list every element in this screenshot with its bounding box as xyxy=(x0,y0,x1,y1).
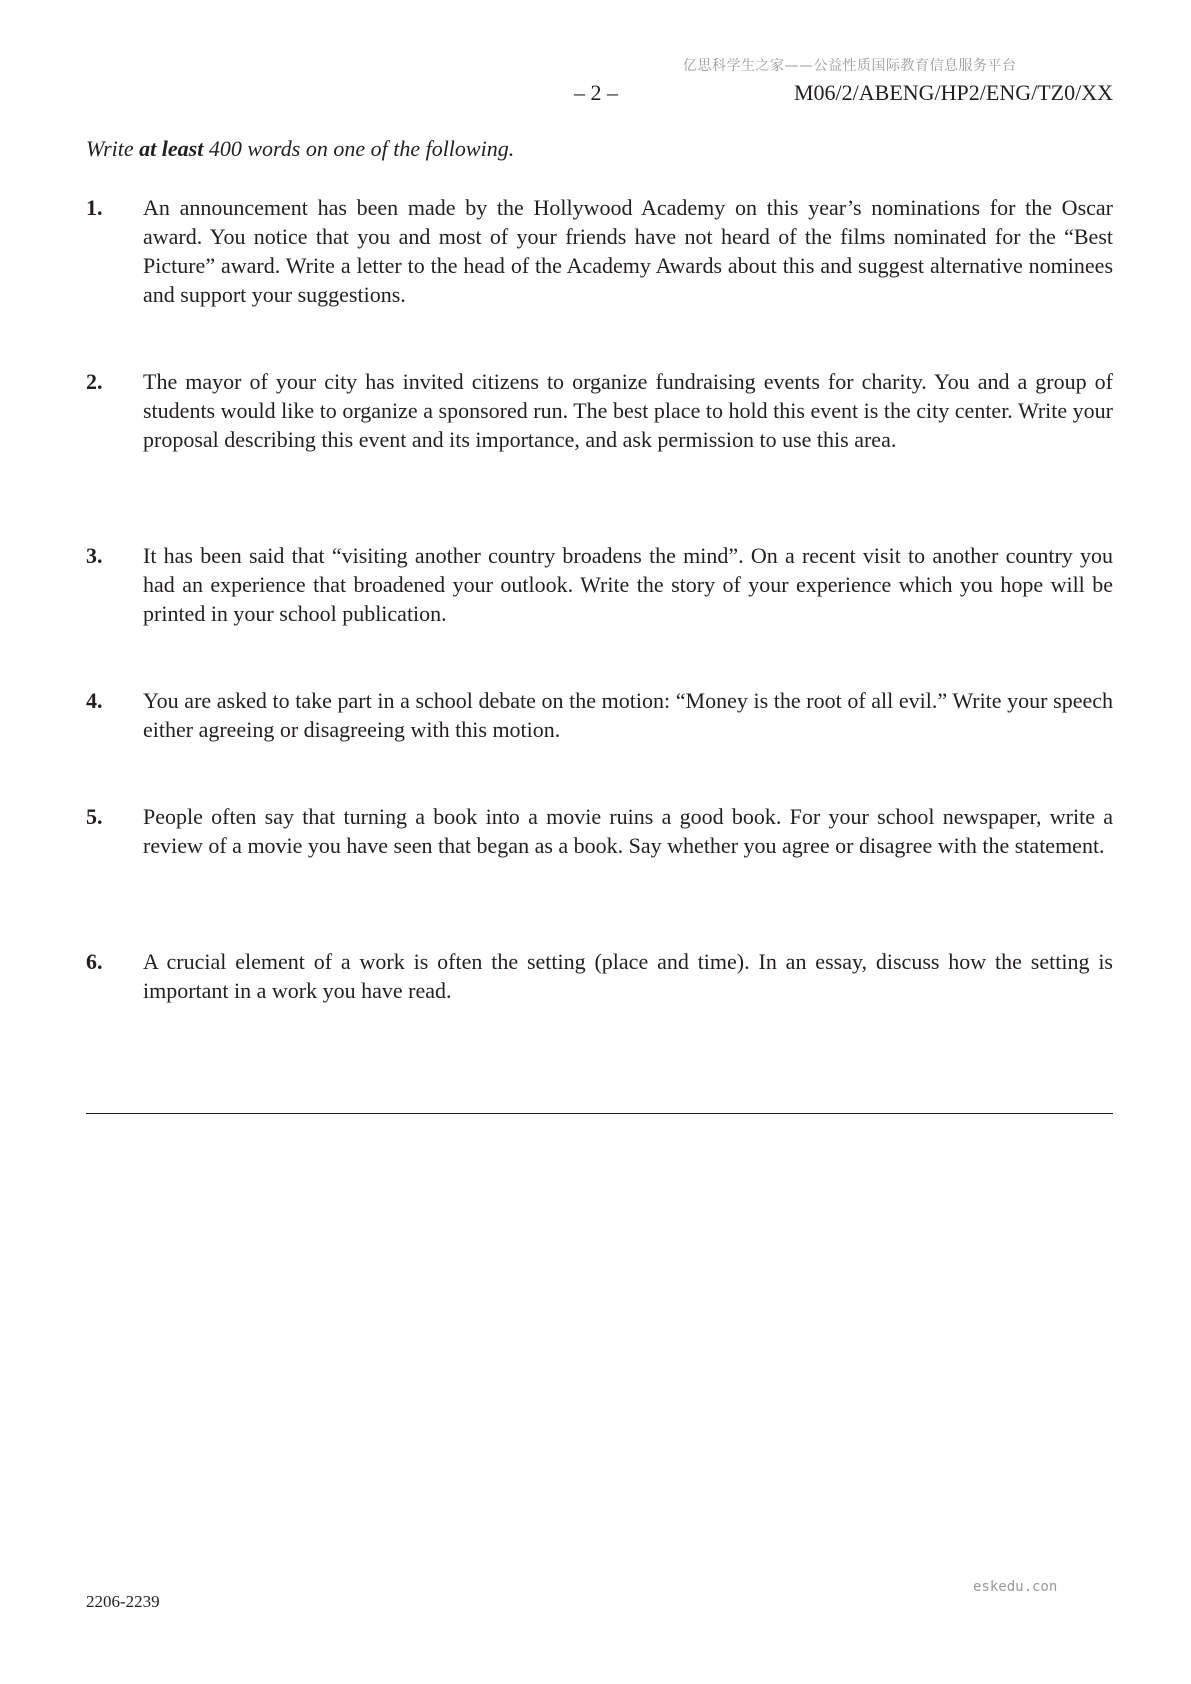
question-number: 2. xyxy=(86,369,103,394)
question-number: 6. xyxy=(86,949,103,974)
instruction-suffix: 400 words on one of the following. xyxy=(203,136,515,161)
instruction-prefix: Write xyxy=(86,136,140,161)
question-number: 5. xyxy=(86,804,103,829)
question-text: A crucial element of a work is often the setting (place and time). In an essay, discuss how the setting is important in a work you have read. xyxy=(143,949,1113,1003)
question-text: You are asked to take part in a school debate on the motion: “Money is the root of all evil.” Write your speech either agreeing or disagreeing with this motion. xyxy=(143,688,1113,742)
question-text: The mayor of your city has invited citizens to organize fundraising events for charity. You and a group of students would like to organize a sponsored run. The best place to hold this event is the city center. Write your proposal describing this event and its importance, and ask permission to use this area. xyxy=(143,369,1113,452)
question-number: 3. xyxy=(86,543,103,568)
question-text: People often say that turning a book into a movie ruins a good book. For your school newspaper, write a review of a movie you have seen that began as a book. Say whether you agree or disagree with the statement. xyxy=(143,804,1113,858)
instruction xyxy=(86,136,514,162)
page-number: – 2 – xyxy=(574,80,618,105)
footer-watermark: eskedu.con xyxy=(973,1579,1058,1595)
header-watermark: 亿思科学生之家——公益性质国际教育信息服务平台 xyxy=(683,58,1017,74)
instruction-emphasis: at least xyxy=(139,136,204,161)
question-text: It has been said that “visiting another country broadens the mind”. On a recent visit to another country you had an experience that broadened your outlook. Write the story of your experience which you hope will be printed in your school publication. xyxy=(143,543,1113,626)
question-number: 4. xyxy=(86,688,103,713)
question-number: 1. xyxy=(86,195,103,220)
document-code: M06/2/ABENG/HP2/ENG/TZ0/XX xyxy=(794,80,1113,105)
question-text: An announcement has been made by the Hollywood Academy on this year’s nominations for the Oscar award. You notice that you and most of your friends have not heard of the films nominated for the “Best Picture” award. Write a letter to the head of the Academy Awards about this and suggest alternative nominees and support your suggestions. xyxy=(143,195,1113,307)
footer-code: 2206-2239 xyxy=(86,1592,160,1611)
end-rule-divider xyxy=(86,1113,1113,1114)
